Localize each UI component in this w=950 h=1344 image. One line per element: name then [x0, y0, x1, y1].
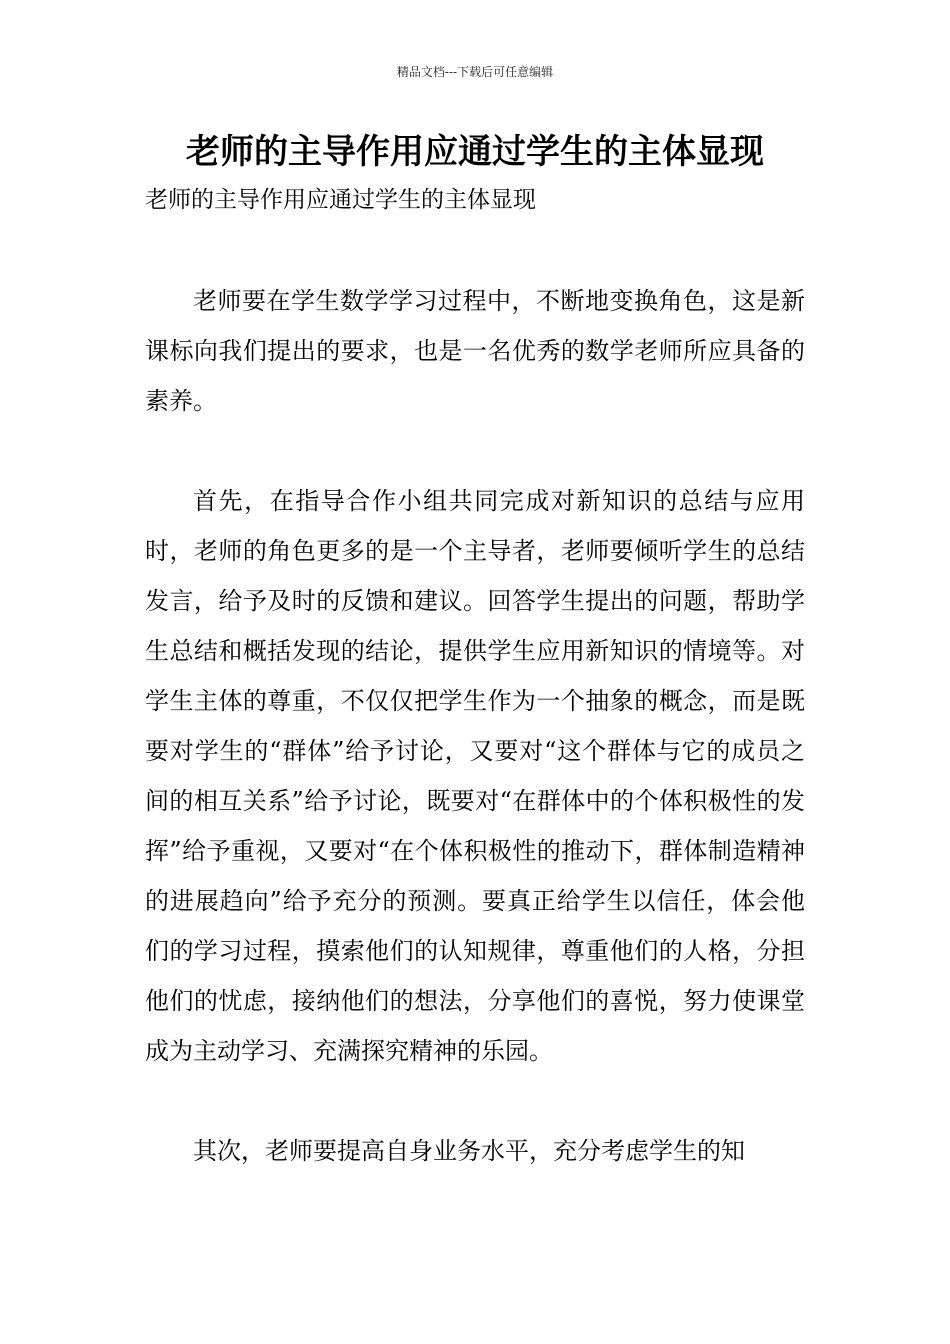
header-note: 精品文档---下载后可任意编辑	[396, 65, 554, 79]
paragraph-3: 其次，老师要提高自身业务水平，充分考虑学生的知	[193, 1137, 745, 1165]
paragraph-2: 首先，在指导合作小组共同完成对新知识的总结与应用时，老师的角色更多的是一个主导者，老师要倾听学生的总结发言，给予及时的反馈和建议。回答学生提出的问题，帮助学生总结和概括发现的结论，提供学生应用新知识的情境等。对学生主体的尊重，不仅仅把学生作为一个抽象的概念，而是既要对学生的“群体”给予讨论，又要对“这个群体与它的成员之间的相互关系”给予讨论，既要对“在群体中的个体积极性的发挥”给予重视，又要对“在个体积极性的推动下，群体制造精神的进展趋向”给予充分的预测。要真正给学生以信任，体会他们的学习过程，摸索他们的认知规律，尊重他们的人格，分担他们的忧虑，接纳他们的想法，分享他们的喜悦，努力使课堂成为主动学习、充满探究精神的乐园。	[145, 487, 805, 1065]
document-title: 老师的主导作用应通过学生的主体显现	[186, 132, 764, 172]
document-body	[145, 276, 805, 1226]
document-subtitle: 老师的主导作用应通过学生的主体显现	[145, 187, 536, 213]
paragraph-1: 老师要在学生数学学习过程中，不断地变换角色，这是新课标向我们提出的要求，也是一名优秀的数学老师所应具备的素养。	[145, 287, 805, 415]
